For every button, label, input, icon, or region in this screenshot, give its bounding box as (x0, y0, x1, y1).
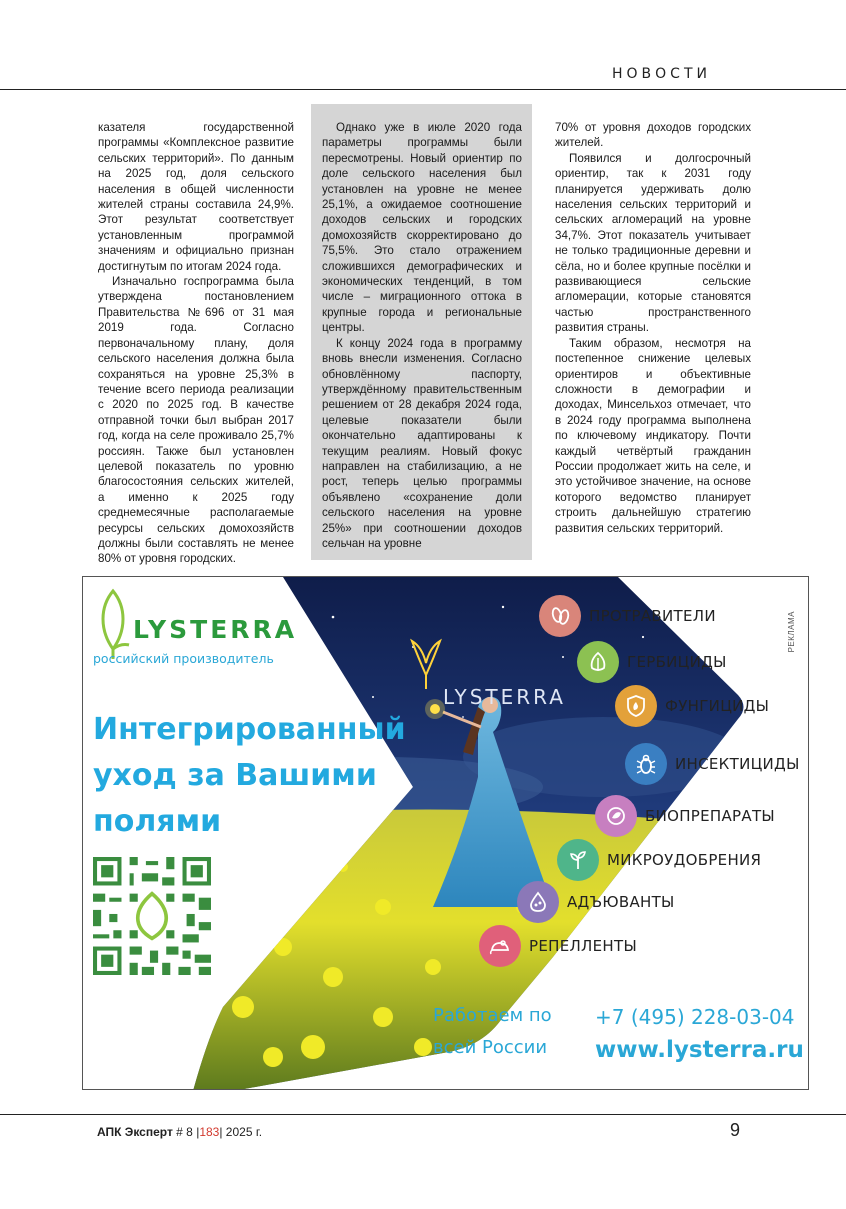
paragraph: К концу 2024 года в программу вновь внесли изменения. Согласно обновлённому паспорту, утверждённому правительственным решением от 28 декабря 2024 года, целевые показатели были окончательно адаптированы к текущим реалиям. Новый фокус направлен на стабилизацию, а не рост, теперь целью программы объявлено «сохранение доли сельского населения на уровне 25%» при соотношении доходов сельчан на уровне (322, 336, 522, 550)
product-item-gerbicidy (577, 641, 727, 683)
issue-total: 183 (199, 1125, 220, 1139)
coverage-text (433, 1000, 583, 1064)
product-item-fungicidy (615, 685, 769, 727)
product-item-adyuvanty (517, 881, 675, 923)
paragraph: Таким образом, несмотря на постепенное снижение целевых ориентиров и объективные сложности в демографии и доходах, Минсельхоз отмечает, что в 2024 году программа выполнена по ключевому индикатору. Почти каждый четвёртый гражданин России продолжает жить на селе, и это устойчивое значение, на основе которого ведомство планирует строить дальнейшую стратегию развития сельских территорий. (555, 336, 751, 535)
qr-code-icon[interactable] (93, 857, 211, 975)
shield-leaf-icon (615, 685, 657, 727)
sprout-icon (557, 839, 599, 881)
bio-leaf-icon (595, 795, 637, 837)
product-label: МИКРОУДОБРЕНИЯ (607, 851, 762, 869)
product-label: ГЕРБИЦИДЫ (627, 653, 727, 671)
product-label: ФУНГИЦИДЫ (665, 697, 770, 715)
paragraph: Изначально госпрограмма была утверждена постановлением Правительства №696 от 31 мая 2019 года. Согласно первоначальному плану, доля сельского населения должна была сохраняться на уровне 25,3% в течение всего периода реализации с 2020 по 2025 год. В качестве отправной точки был выбран 2017 год, когда на селе проживало 25,7% россиян. Также был установлен целевой показатель по уровню благосостояния сельских жителей, а именно к 2025 году среднемесячные располагаемые ресурсы сельских домохозяйств должны были составлять не менее 80% от уровня городских. (98, 275, 294, 566)
drop-icon (517, 881, 559, 923)
footer-issue-info (97, 1125, 262, 1139)
coverage-line-1: Работаем по (433, 1005, 552, 1026)
product-label: АДЪЮВАНТЫ (567, 893, 675, 911)
brand-subtitle: российский производитель (93, 651, 274, 666)
bug-icon (625, 743, 667, 785)
issue-year: | 2025 г. (219, 1125, 263, 1139)
contact-phone[interactable]: +7 (495) 228-03-04 (595, 1005, 795, 1029)
paragraph: Появился и долгосрочный ориентир, так к 2031 году планируется удерживать долю населения сельских территорий и сельских агломераций на уровне 34,7%. Этот показатель учитывает не только традиционные деревни и сёла, но и более крупные посёлки и развивающиеся сельские агломерации, которые становятся частью пространственного развития страны. (555, 151, 751, 335)
product-item-repellenty (479, 925, 637, 967)
magazine-name: АПК Эксперт (97, 1125, 173, 1139)
paragraph: Однако уже в июле 2020 года параметры программы были пересмотрены. Новый ориентир по доле сельского населения был установлен на уровне не менее 25,1%, а ожидаемое соотношение доходов сельских и городских домохозяйств скорректировано до 75,5%. Это стало отражением сложившихся демографических и экономических тенденций, в том числе – миграционного оттока в крупные города и региональные центры. (322, 121, 522, 335)
seeds-icon (539, 595, 581, 637)
article-column-2 (322, 120, 522, 551)
product-item-mikroudobreniya (557, 839, 761, 881)
article-column-1 (98, 120, 294, 567)
website-link[interactable]: www.lysterra.ru (595, 1037, 804, 1063)
ad-headline: Интегрированный уход за Вашими полями (93, 712, 406, 839)
product-item-biopreparaty (595, 795, 775, 837)
product-label: РЕПЕЛЛЕНТЫ (529, 937, 637, 955)
article-column-3 (555, 120, 751, 536)
product-label: ИНСЕКТИЦИДЫ (675, 755, 800, 773)
issue-number: # 8 | (176, 1125, 200, 1139)
top-divider (0, 89, 846, 90)
section-label: НОВОСТИ (612, 66, 711, 82)
advertising-label: РЕКЛАМА (787, 611, 796, 653)
product-item-insekticidy (625, 743, 800, 785)
leaf-icon (577, 641, 619, 683)
paragraph: 70% от уровня доходов городских жителей. (555, 121, 751, 150)
page-number: 9 (730, 1120, 741, 1140)
product-label: ПРОТРАВИТЕЛИ (589, 607, 716, 625)
paragraph: казателя государственной программы «Комплексное развитие сельских территорий». По данным на 2025 год, доля сельского населения в общей численности жителей страны составила 24,9%. Этот результат соответствует установленным программой значениям и официально признан достигнутым по итогам 2024 года. (98, 121, 294, 273)
product-label: БИОПРЕПАРАТЫ (645, 807, 775, 825)
bottom-divider (0, 1114, 846, 1115)
brand-name: LYSTERRA (133, 615, 298, 644)
advertisement[interactable] (82, 576, 809, 1090)
mouse-icon (479, 925, 521, 967)
product-item-protraviteli (539, 595, 716, 637)
ad-brand-image-text: LYSTERRA (443, 685, 566, 709)
coverage-line-2: всей России (433, 1037, 548, 1058)
